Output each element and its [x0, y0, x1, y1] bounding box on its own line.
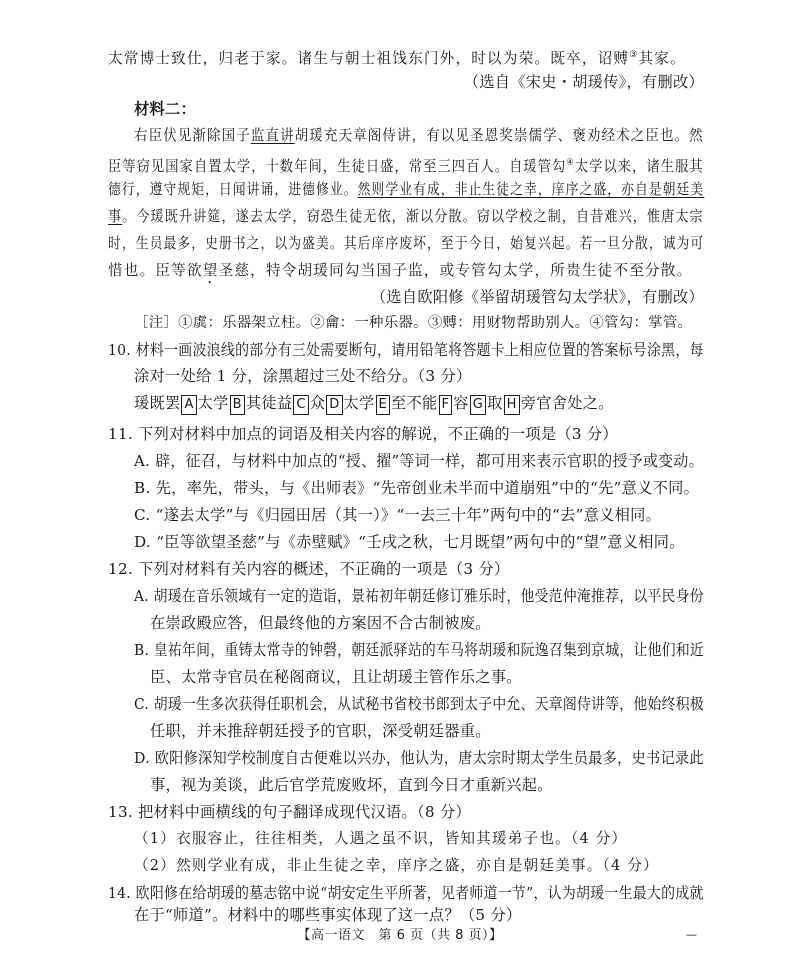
q11-option-c[interactable]: C. “遂去太学”与《归园田居（其一）》“一去三十年”两句中的“去”意义相同。 [134, 506, 662, 524]
text-segment: 。今瑗既升讲筵，遂去太学，窃恐生徒无依，渐以分散。窃以学校之制，自昔难兴，惟唐太宗 [122, 208, 704, 225]
option-box-c[interactable]: C [293, 395, 308, 415]
option-box-b[interactable]: B [230, 395, 245, 415]
material2-line-2 [108, 152, 704, 178]
underlined-sentence: 然则学业有成，非止生徒之幸，庠序之盛，亦自是朝廷美 [357, 181, 705, 198]
text-segment: 太学以来，诸生服其 [574, 157, 704, 175]
corner-mark: — [686, 928, 697, 941]
text-segment: 至不能 [391, 394, 438, 412]
q11-option-a[interactable]: A. 辟，征召，与材料中加点的“授、擢”等词一样，都可用来表示官职的授予或变动。 [134, 452, 704, 470]
q13-stem: 13. 把材料中画横线的句子翻译成现代汉语。（8 分） [108, 803, 471, 821]
q13-sentence-2: （2）然则学业有成，非止生徒之幸，庠序之盛，亦自是朝廷美事。（4 分） [134, 857, 659, 874]
material2-line-1 [134, 125, 704, 147]
text-segment: 太学 [197, 394, 229, 412]
text-segment: 其徒益 [245, 394, 293, 412]
annotation-note: ［注］①虡：乐器架立柱。②龠：一种乐器。③赙：用财物帮助别人。④管勾：掌管。 [134, 315, 693, 331]
text-segment: 太学 [343, 394, 375, 412]
text-segment: 右臣伏见渐除国子 [134, 127, 251, 144]
q12-option-a-line-1[interactable]: A. 胡瑗在音乐领域有一定的造诣，景祐初年朝廷修订雅乐时，他受范仲淹推荐，以平民身份 [134, 587, 704, 605]
underlined-sentence: 事 [108, 208, 123, 225]
text-segment: 容 [453, 394, 469, 412]
text-segment: 众 [309, 394, 326, 412]
text-segment: 惜也。臣等欲 [108, 262, 203, 279]
underlined-text: 监直讲 [250, 127, 295, 144]
text-segment: 圣慈，特令胡瑗同勾当国子监，或专管勾太学，所贵生徒不至分散。 [218, 262, 693, 279]
q10-stem-line-1: 10. 材料一画波浪线的部分有三处需要断句，请用铅笔将答题卡上相应位置的答案标号涂黑，每 [108, 341, 704, 359]
material2-line-3 [108, 179, 704, 201]
text-segment: 臣等窃见国家自置太学，十数年间，生徒日盛，常至三四百人。自瑗管勾 [108, 157, 567, 175]
text-segment: 其家。 [638, 49, 686, 67]
source-citation-2: （选自欧阳修《举留胡瑗管勾太学状》，有删改） [370, 288, 704, 306]
option-box-f[interactable]: F [439, 395, 453, 415]
q13-sentence-1: （1）衣服容止，往往相类，人遇之虽不识，皆知其瑗弟子也。（4 分） [134, 830, 628, 847]
q10-sentence-options [134, 392, 614, 415]
text-segment: 胡瑗充天章阁侍讲，有以见圣恩奖崇儒学、褒劝经术之臣也。然 [294, 127, 704, 144]
q12-option-c-line-2: 任职，并未推辞朝廷授予的官职，深受朝廷器重。 [150, 722, 491, 740]
option-box-g[interactable]: G [470, 395, 486, 415]
q12-option-b-line-1[interactable]: B. 皇祐年间，重铸太常寺的钟磬，朝廷派驿站的车马将胡瑗和阮逸召集到京城，让他们和近 [134, 641, 705, 659]
q12-option-d-line-1[interactable]: D. 欧阳修深知学校制度自古便难以兴办，他认为，唐太宗时期太学生员最多，史书记录此 [134, 749, 704, 767]
text-segment: 瑗既罢 [134, 394, 181, 412]
material2-line-6 [108, 260, 692, 287]
material2-line-5: 时，生员最多，史册书之，以为盛美。其后庠序废坏，至于今日，始复兴起。若一旦分散，诚为可 [108, 235, 705, 252]
option-box-h[interactable]: H [504, 395, 520, 415]
text-segment: 德行，遵守规矩，日闻讲诵，进德修业。 [108, 181, 358, 198]
q11-option-b[interactable]: B. 先，率先，带头，与《出师表》“先帝创业未半而中道崩殂”中的“先”意义不同。 [134, 479, 700, 497]
material2-title: 材料二： [134, 100, 196, 118]
q14-stem-line-2: 在于“师道”。材料中的哪些事实体现了这一点？（5 分） [134, 906, 522, 924]
material2-line-4 [108, 206, 704, 228]
q12-option-d-line-2: 事，视为美谈，此后官学荒废败坏，直到今日才重新兴起。 [150, 776, 553, 794]
option-box-e[interactable]: E [376, 395, 391, 415]
q10-stem-line-2: 涂对一处给 1 分，涂黑超过三处不给分。（3 分） [134, 367, 472, 385]
footnote-marker: ③ [629, 50, 639, 60]
q12-option-a-line-2: 在崇政殿应答，但最终他的方案因不合古制被废。 [150, 614, 491, 632]
q12-stem: 12. 下列对材料有关内容的概述，不正确的一项是（3 分） [108, 560, 510, 578]
page-footer: 【高一语文 第 6 页（共 8 页）】 [297, 928, 503, 943]
footnote-marker: ④ [566, 158, 575, 168]
source-citation-1: （选自《宋史・胡瑗传》，有删改） [463, 73, 704, 91]
option-box-d[interactable]: D [326, 395, 342, 415]
option-box-a[interactable]: A [181, 395, 196, 415]
q14-stem-line-1: 14. 欧阳修在给胡瑗的墓志铭中说“胡安定生平所著，见者师道一节”，认为胡瑗一生最大的成就 [108, 884, 704, 902]
material1-last-line [108, 44, 686, 70]
text-segment: 太常博士致仕，归老于家。诸生与朝士祖饯东门外，时以为荣。既卒，诏赙 [108, 49, 630, 67]
text-segment: 旁官舍处之。 [520, 394, 614, 412]
q11-option-d[interactable]: D. “臣等欲望圣慈”与《赤壁赋》“壬戌之秋，七月既望”两句中的“望”意义相同。 [134, 533, 685, 551]
text-segment: 取 [487, 394, 503, 412]
dotted-word: 望 [202, 262, 219, 279]
q12-option-c-line-1[interactable]: C. 胡瑗一生多次获得任职机会，从试秘书省校书郎到太子中允、天章阁侍讲等，他始终积极 [134, 695, 704, 713]
q12-option-b-line-2: 臣、太常寺官员在秘阁商议，且让胡瑗主管作乐之事。 [150, 668, 522, 686]
q11-stem: 11. 下列对材料中加点的词语及相关内容的解说，不正确的一项是（3 分） [108, 425, 618, 443]
